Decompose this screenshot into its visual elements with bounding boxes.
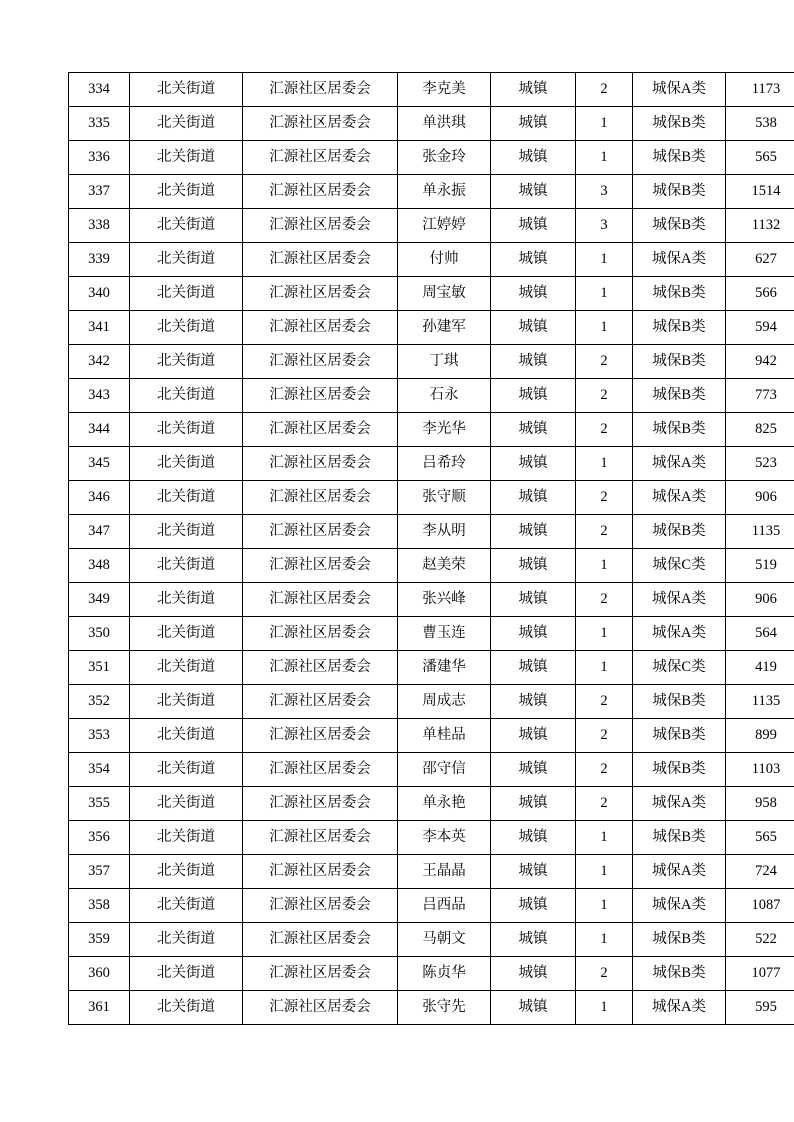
cell-persons: 2 xyxy=(576,379,633,413)
cell-community: 汇源社区居委会 xyxy=(243,209,398,243)
table-row xyxy=(69,855,794,889)
cell-household_type: 城镇 xyxy=(491,175,576,209)
cell-household_type: 城镇 xyxy=(491,549,576,583)
cell-street: 北关街道 xyxy=(130,209,243,243)
cell-household_type: 城镇 xyxy=(491,345,576,379)
cell-name: 李本英 xyxy=(398,821,491,855)
cell-name: 张守先 xyxy=(398,991,491,1025)
cell-seq: 354 xyxy=(69,753,130,787)
cell-persons: 2 xyxy=(576,719,633,753)
cell-household_type: 城镇 xyxy=(491,73,576,107)
table-row xyxy=(69,141,794,175)
cell-household_type: 城镇 xyxy=(491,617,576,651)
cell-persons: 1 xyxy=(576,447,633,481)
cell-street: 北关街道 xyxy=(130,277,243,311)
cell-name: 单桂品 xyxy=(398,719,491,753)
cell-amount: 724 xyxy=(726,855,794,889)
cell-seq: 351 xyxy=(69,651,130,685)
cell-community: 汇源社区居委会 xyxy=(243,719,398,753)
cell-household_type: 城镇 xyxy=(491,107,576,141)
cell-community: 汇源社区居委会 xyxy=(243,753,398,787)
cell-community: 汇源社区居委会 xyxy=(243,855,398,889)
cell-amount: 906 xyxy=(726,481,794,515)
cell-household_type: 城镇 xyxy=(491,991,576,1025)
cell-community: 汇源社区居委会 xyxy=(243,923,398,957)
cell-category: 城保B类 xyxy=(633,141,726,175)
cell-household_type: 城镇 xyxy=(491,515,576,549)
cell-name: 付帅 xyxy=(398,243,491,277)
cell-seq: 337 xyxy=(69,175,130,209)
cell-amount: 519 xyxy=(726,549,794,583)
cell-community: 汇源社区居委会 xyxy=(243,991,398,1025)
cell-amount: 538 xyxy=(726,107,794,141)
cell-household_type: 城镇 xyxy=(491,753,576,787)
table-row xyxy=(69,175,794,209)
cell-amount: 1135 xyxy=(726,515,794,549)
table-row xyxy=(69,311,794,345)
table-row xyxy=(69,685,794,719)
cell-persons: 1 xyxy=(576,923,633,957)
cell-household_type: 城镇 xyxy=(491,651,576,685)
cell-amount: 1077 xyxy=(726,957,794,991)
cell-name: 单洪琪 xyxy=(398,107,491,141)
cell-persons: 2 xyxy=(576,583,633,617)
cell-community: 汇源社区居委会 xyxy=(243,617,398,651)
cell-community: 汇源社区居委会 xyxy=(243,141,398,175)
table-row xyxy=(69,73,794,107)
cell-community: 汇源社区居委会 xyxy=(243,175,398,209)
cell-seq: 355 xyxy=(69,787,130,821)
cell-street: 北关街道 xyxy=(130,311,243,345)
cell-household_type: 城镇 xyxy=(491,787,576,821)
cell-name: 马朝文 xyxy=(398,923,491,957)
cell-category: 城保A类 xyxy=(633,855,726,889)
cell-street: 北关街道 xyxy=(130,617,243,651)
cell-seq: 347 xyxy=(69,515,130,549)
table-row xyxy=(69,413,794,447)
cell-persons: 2 xyxy=(576,481,633,515)
cell-category: 城保B类 xyxy=(633,107,726,141)
cell-community: 汇源社区居委会 xyxy=(243,413,398,447)
cell-community: 汇源社区居委会 xyxy=(243,651,398,685)
cell-name: 李克美 xyxy=(398,73,491,107)
cell-category: 城保A类 xyxy=(633,787,726,821)
cell-amount: 419 xyxy=(726,651,794,685)
cell-amount: 564 xyxy=(726,617,794,651)
cell-persons: 1 xyxy=(576,277,633,311)
cell-household_type: 城镇 xyxy=(491,311,576,345)
cell-community: 汇源社区居委会 xyxy=(243,447,398,481)
cell-community: 汇源社区居委会 xyxy=(243,277,398,311)
table-row xyxy=(69,515,794,549)
cell-seq: 341 xyxy=(69,311,130,345)
cell-street: 北关街道 xyxy=(130,107,243,141)
cell-amount: 773 xyxy=(726,379,794,413)
cell-household_type: 城镇 xyxy=(491,889,576,923)
table-row xyxy=(69,719,794,753)
cell-persons: 2 xyxy=(576,73,633,107)
cell-seq: 342 xyxy=(69,345,130,379)
cell-seq: 352 xyxy=(69,685,130,719)
cell-street: 北关街道 xyxy=(130,991,243,1025)
cell-category: 城保B类 xyxy=(633,345,726,379)
cell-amount: 899 xyxy=(726,719,794,753)
cell-category: 城保C类 xyxy=(633,651,726,685)
cell-street: 北关街道 xyxy=(130,141,243,175)
cell-name: 陈贞华 xyxy=(398,957,491,991)
cell-category: 城保B类 xyxy=(633,515,726,549)
cell-community: 汇源社区居委会 xyxy=(243,107,398,141)
table-row xyxy=(69,753,794,787)
cell-amount: 627 xyxy=(726,243,794,277)
cell-amount: 1087 xyxy=(726,889,794,923)
cell-household_type: 城镇 xyxy=(491,277,576,311)
cell-category: 城保B类 xyxy=(633,277,726,311)
cell-seq: 339 xyxy=(69,243,130,277)
cell-household_type: 城镇 xyxy=(491,141,576,175)
cell-seq: 360 xyxy=(69,957,130,991)
table-row xyxy=(69,243,794,277)
cell-category: 城保B类 xyxy=(633,923,726,957)
table-row xyxy=(69,107,794,141)
cell-persons: 2 xyxy=(576,413,633,447)
cell-name: 吕希玲 xyxy=(398,447,491,481)
table-row xyxy=(69,957,794,991)
cell-name: 石永 xyxy=(398,379,491,413)
cell-street: 北关街道 xyxy=(130,379,243,413)
cell-household_type: 城镇 xyxy=(491,447,576,481)
cell-household_type: 城镇 xyxy=(491,957,576,991)
cell-persons: 1 xyxy=(576,651,633,685)
cell-community: 汇源社区居委会 xyxy=(243,243,398,277)
table-body xyxy=(69,73,794,1025)
cell-community: 汇源社区居委会 xyxy=(243,685,398,719)
cell-household_type: 城镇 xyxy=(491,243,576,277)
table-row xyxy=(69,787,794,821)
cell-name: 张金玲 xyxy=(398,141,491,175)
cell-persons: 1 xyxy=(576,855,633,889)
cell-seq: 357 xyxy=(69,855,130,889)
cell-amount: 942 xyxy=(726,345,794,379)
cell-household_type: 城镇 xyxy=(491,209,576,243)
cell-household_type: 城镇 xyxy=(491,685,576,719)
cell-street: 北关街道 xyxy=(130,549,243,583)
cell-persons: 2 xyxy=(576,957,633,991)
cell-category: 城保A类 xyxy=(633,889,726,923)
cell-category: 城保B类 xyxy=(633,413,726,447)
cell-community: 汇源社区居委会 xyxy=(243,73,398,107)
cell-seq: 345 xyxy=(69,447,130,481)
cell-category: 城保A类 xyxy=(633,583,726,617)
table-row xyxy=(69,277,794,311)
cell-persons: 3 xyxy=(576,209,633,243)
cell-persons: 3 xyxy=(576,175,633,209)
table-row xyxy=(69,651,794,685)
cell-street: 北关街道 xyxy=(130,413,243,447)
cell-category: 城保B类 xyxy=(633,175,726,209)
cell-seq: 346 xyxy=(69,481,130,515)
cell-amount: 595 xyxy=(726,991,794,1025)
cell-persons: 1 xyxy=(576,311,633,345)
cell-persons: 2 xyxy=(576,685,633,719)
cell-persons: 1 xyxy=(576,991,633,1025)
cell-amount: 566 xyxy=(726,277,794,311)
cell-amount: 1103 xyxy=(726,753,794,787)
cell-name: 李从明 xyxy=(398,515,491,549)
cell-persons: 2 xyxy=(576,345,633,379)
cell-community: 汇源社区居委会 xyxy=(243,549,398,583)
cell-street: 北关街道 xyxy=(130,889,243,923)
table-row xyxy=(69,447,794,481)
cell-seq: 353 xyxy=(69,719,130,753)
cell-street: 北关街道 xyxy=(130,583,243,617)
cell-seq: 361 xyxy=(69,991,130,1025)
cell-community: 汇源社区居委会 xyxy=(243,583,398,617)
cell-amount: 522 xyxy=(726,923,794,957)
cell-name: 张兴峰 xyxy=(398,583,491,617)
subsidy-recipients-table xyxy=(68,72,794,1025)
cell-street: 北关街道 xyxy=(130,719,243,753)
cell-street: 北关街道 xyxy=(130,515,243,549)
cell-street: 北关街道 xyxy=(130,753,243,787)
cell-household_type: 城镇 xyxy=(491,821,576,855)
cell-amount: 958 xyxy=(726,787,794,821)
cell-name: 单永艳 xyxy=(398,787,491,821)
cell-community: 汇源社区居委会 xyxy=(243,957,398,991)
cell-name: 邵守信 xyxy=(398,753,491,787)
table-row xyxy=(69,379,794,413)
cell-street: 北关街道 xyxy=(130,243,243,277)
cell-category: 城保A类 xyxy=(633,447,726,481)
cell-seq: 358 xyxy=(69,889,130,923)
cell-category: 城保A类 xyxy=(633,243,726,277)
cell-seq: 335 xyxy=(69,107,130,141)
cell-seq: 336 xyxy=(69,141,130,175)
cell-amount: 523 xyxy=(726,447,794,481)
cell-amount: 825 xyxy=(726,413,794,447)
cell-seq: 338 xyxy=(69,209,130,243)
cell-household_type: 城镇 xyxy=(491,719,576,753)
cell-street: 北关街道 xyxy=(130,345,243,379)
cell-category: 城保C类 xyxy=(633,549,726,583)
cell-category: 城保B类 xyxy=(633,209,726,243)
cell-name: 周宝敏 xyxy=(398,277,491,311)
table-row xyxy=(69,481,794,515)
cell-name: 王晶晶 xyxy=(398,855,491,889)
cell-persons: 1 xyxy=(576,889,633,923)
cell-household_type: 城镇 xyxy=(491,923,576,957)
cell-name: 李光华 xyxy=(398,413,491,447)
cell-name: 赵美荣 xyxy=(398,549,491,583)
cell-street: 北关街道 xyxy=(130,685,243,719)
table-row xyxy=(69,923,794,957)
cell-amount: 565 xyxy=(726,141,794,175)
cell-category: 城保B类 xyxy=(633,753,726,787)
cell-name: 周成志 xyxy=(398,685,491,719)
cell-seq: 348 xyxy=(69,549,130,583)
cell-household_type: 城镇 xyxy=(491,379,576,413)
cell-community: 汇源社区居委会 xyxy=(243,481,398,515)
cell-category: 城保B类 xyxy=(633,311,726,345)
cell-street: 北关街道 xyxy=(130,923,243,957)
cell-category: 城保B类 xyxy=(633,957,726,991)
cell-seq: 359 xyxy=(69,923,130,957)
cell-street: 北关街道 xyxy=(130,855,243,889)
cell-category: 城保B类 xyxy=(633,821,726,855)
cell-street: 北关街道 xyxy=(130,787,243,821)
cell-name: 单永振 xyxy=(398,175,491,209)
cell-household_type: 城镇 xyxy=(491,413,576,447)
cell-category: 城保A类 xyxy=(633,991,726,1025)
table-row xyxy=(69,821,794,855)
cell-street: 北关街道 xyxy=(130,651,243,685)
cell-name: 曹玉连 xyxy=(398,617,491,651)
table-row xyxy=(69,549,794,583)
cell-community: 汇源社区居委会 xyxy=(243,311,398,345)
cell-street: 北关街道 xyxy=(130,481,243,515)
table-row xyxy=(69,991,794,1025)
cell-persons: 1 xyxy=(576,821,633,855)
cell-name: 江婷婷 xyxy=(398,209,491,243)
cell-community: 汇源社区居委会 xyxy=(243,515,398,549)
cell-name: 吕西品 xyxy=(398,889,491,923)
cell-seq: 340 xyxy=(69,277,130,311)
cell-category: 城保B类 xyxy=(633,685,726,719)
cell-persons: 1 xyxy=(576,107,633,141)
cell-household_type: 城镇 xyxy=(491,583,576,617)
cell-category: 城保A类 xyxy=(633,73,726,107)
cell-seq: 350 xyxy=(69,617,130,651)
cell-street: 北关街道 xyxy=(130,821,243,855)
cell-amount: 565 xyxy=(726,821,794,855)
cell-name: 孙建军 xyxy=(398,311,491,345)
cell-category: 城保B类 xyxy=(633,379,726,413)
cell-amount: 1514 xyxy=(726,175,794,209)
cell-category: 城保A类 xyxy=(633,617,726,651)
table-row xyxy=(69,889,794,923)
cell-persons: 2 xyxy=(576,787,633,821)
cell-seq: 334 xyxy=(69,73,130,107)
cell-category: 城保B类 xyxy=(633,719,726,753)
cell-name: 丁琪 xyxy=(398,345,491,379)
table-row xyxy=(69,583,794,617)
cell-community: 汇源社区居委会 xyxy=(243,787,398,821)
cell-category: 城保A类 xyxy=(633,481,726,515)
table-row xyxy=(69,345,794,379)
cell-community: 汇源社区居委会 xyxy=(243,889,398,923)
cell-street: 北关街道 xyxy=(130,957,243,991)
cell-amount: 906 xyxy=(726,583,794,617)
cell-amount: 1173 xyxy=(726,73,794,107)
cell-household_type: 城镇 xyxy=(491,481,576,515)
cell-persons: 1 xyxy=(576,243,633,277)
cell-seq: 356 xyxy=(69,821,130,855)
cell-name: 潘建华 xyxy=(398,651,491,685)
cell-community: 汇源社区居委会 xyxy=(243,379,398,413)
cell-seq: 349 xyxy=(69,583,130,617)
cell-community: 汇源社区居委会 xyxy=(243,345,398,379)
cell-persons: 2 xyxy=(576,753,633,787)
cell-amount: 1132 xyxy=(726,209,794,243)
cell-seq: 344 xyxy=(69,413,130,447)
cell-community: 汇源社区居委会 xyxy=(243,821,398,855)
table-row xyxy=(69,209,794,243)
cell-street: 北关街道 xyxy=(130,73,243,107)
cell-household_type: 城镇 xyxy=(491,855,576,889)
cell-persons: 1 xyxy=(576,549,633,583)
cell-name: 张守顺 xyxy=(398,481,491,515)
cell-street: 北关街道 xyxy=(130,175,243,209)
cell-amount: 594 xyxy=(726,311,794,345)
cell-persons: 2 xyxy=(576,515,633,549)
cell-amount: 1135 xyxy=(726,685,794,719)
cell-seq: 343 xyxy=(69,379,130,413)
table-row xyxy=(69,617,794,651)
cell-street: 北关街道 xyxy=(130,447,243,481)
cell-persons: 1 xyxy=(576,141,633,175)
cell-persons: 1 xyxy=(576,617,633,651)
